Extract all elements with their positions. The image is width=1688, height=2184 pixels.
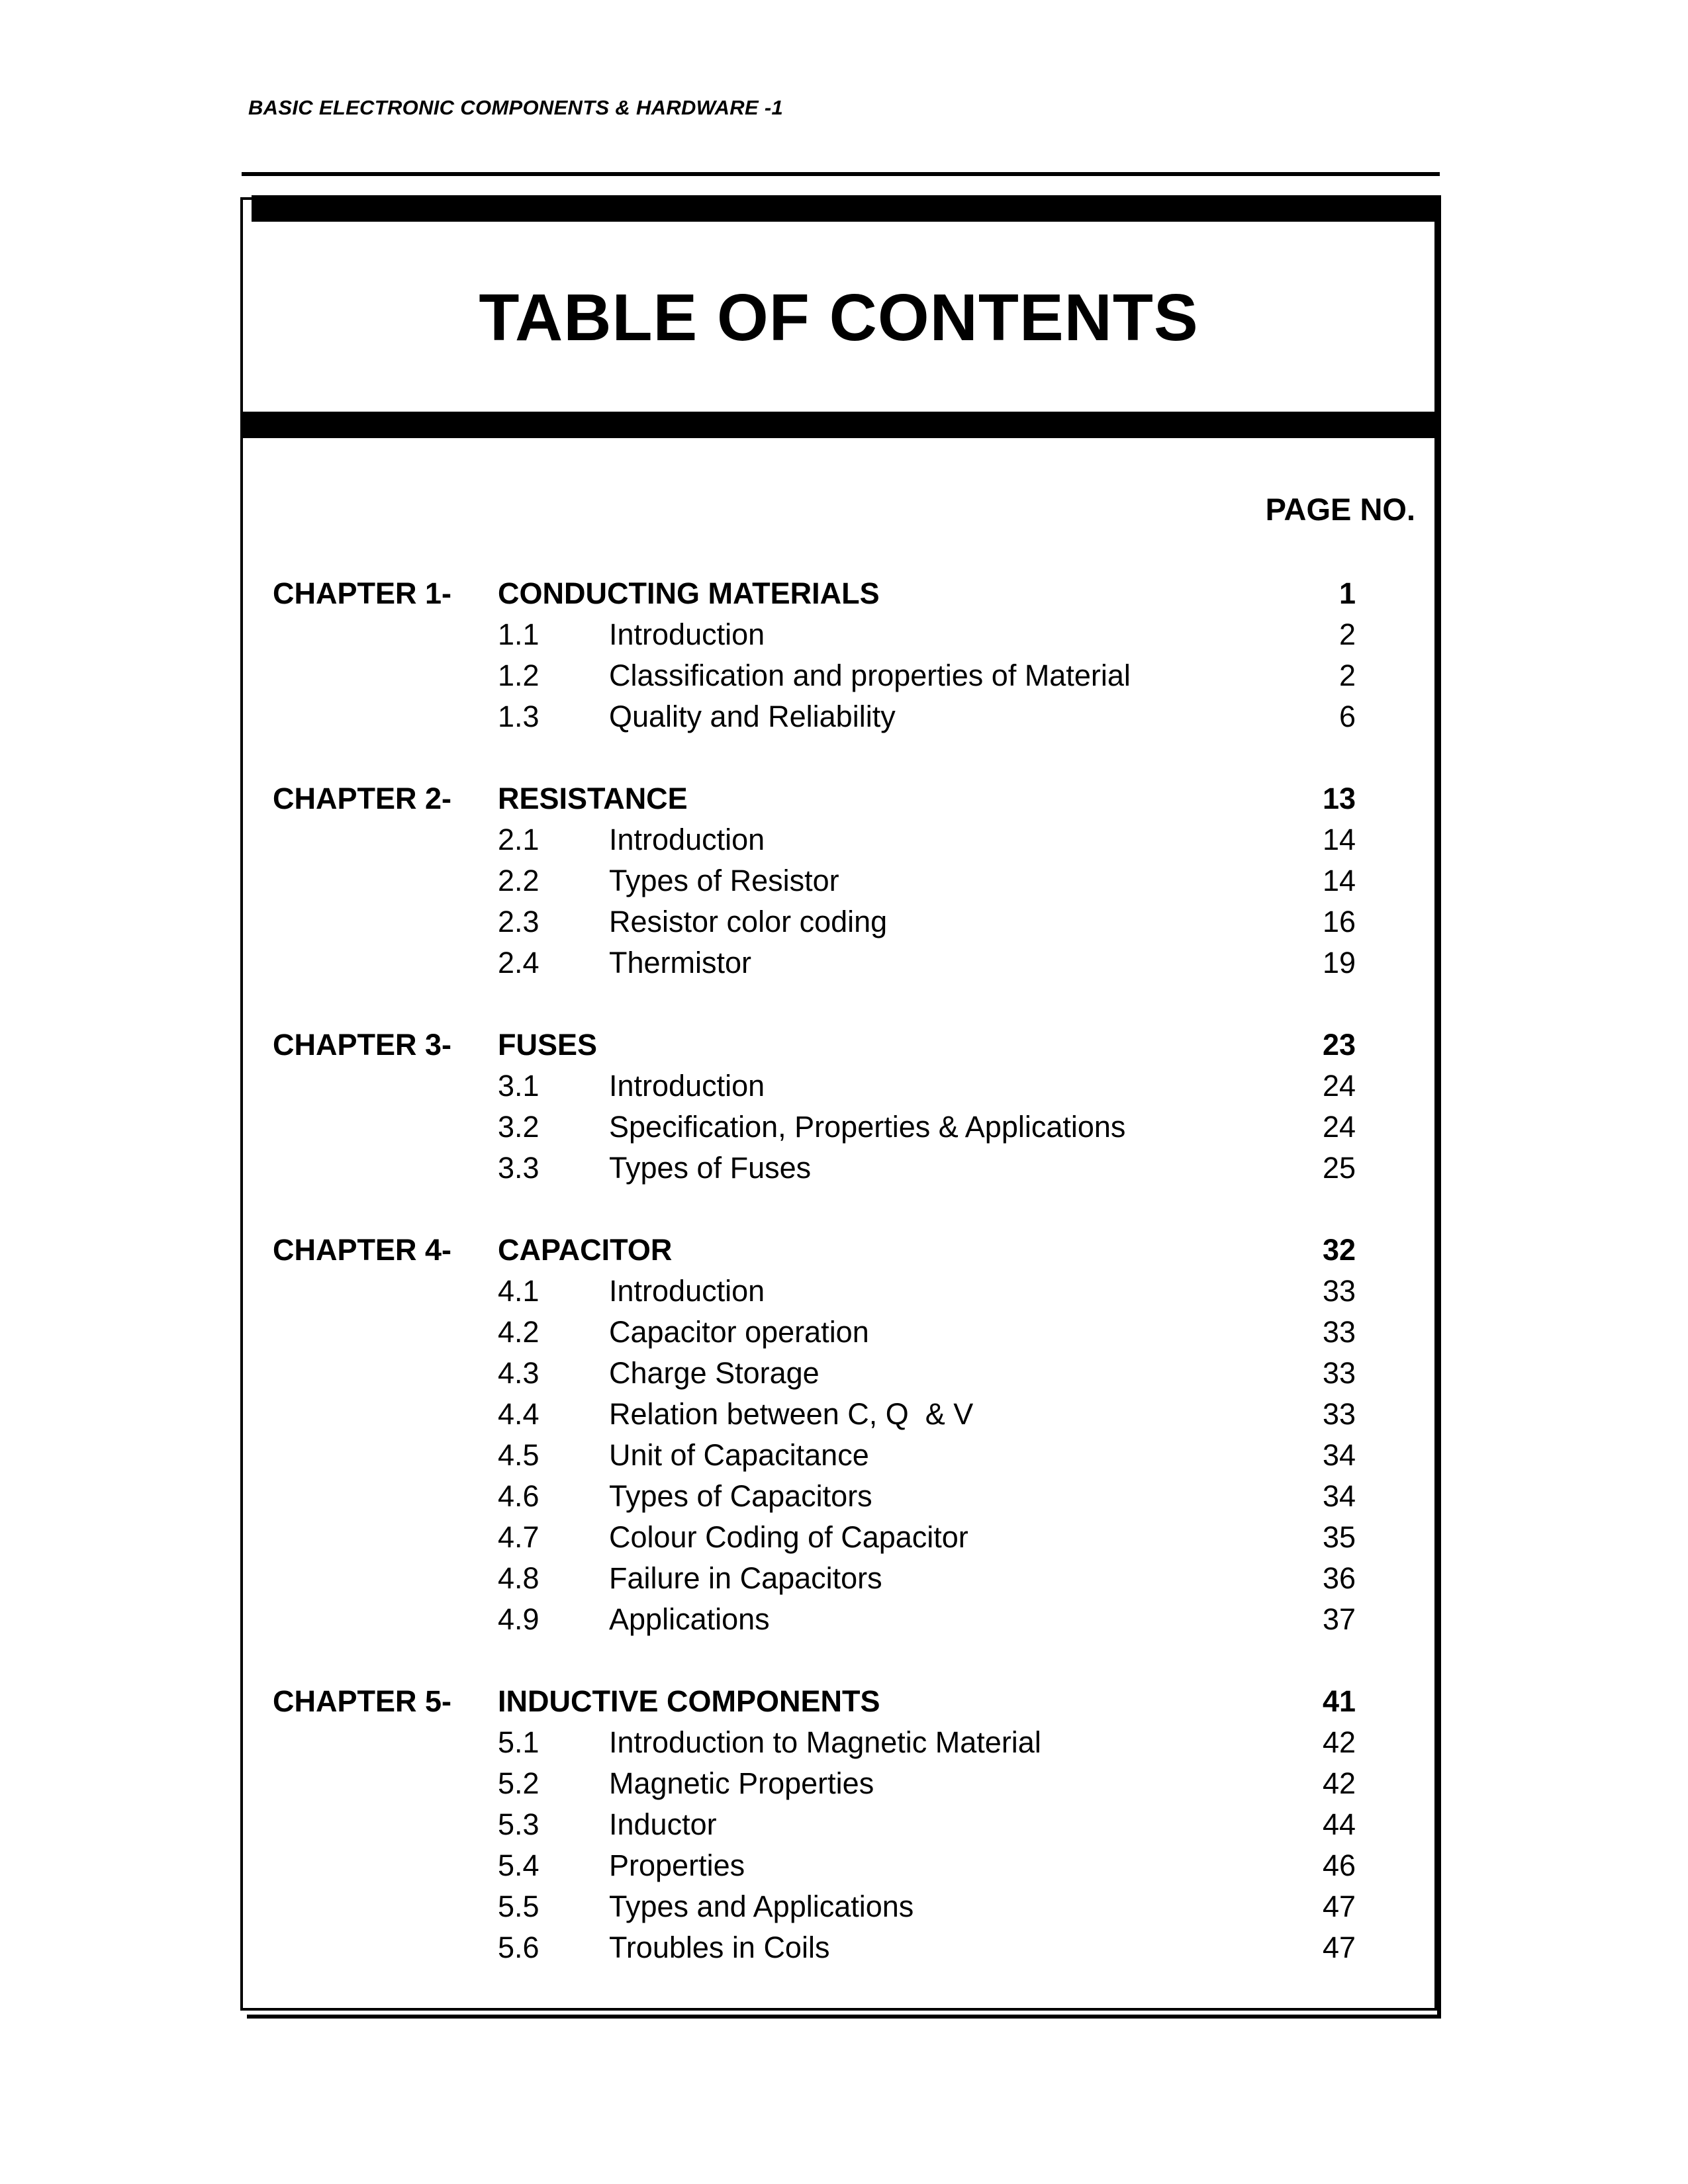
chapter-page: 13 — [1322, 782, 1356, 815]
section-page: 37 — [1322, 1602, 1356, 1636]
chapter-row — [0, 573, 1688, 614]
chapter-title: CONDUCTING MATERIALS — [498, 576, 880, 610]
section-number: 1.1 — [498, 617, 539, 651]
section-row — [0, 901, 1688, 942]
section-page: 14 — [1322, 864, 1356, 897]
section-title: Introduction to Magnetic Material — [609, 1725, 1041, 1759]
section-number: 3.2 — [498, 1110, 539, 1144]
chapter-title: INDUCTIVE COMPONENTS — [498, 1684, 880, 1718]
chapter-row — [0, 1230, 1688, 1271]
title-bar-top — [252, 195, 1441, 222]
section-number: 2.3 — [498, 905, 539, 938]
section-page: 46 — [1322, 1848, 1356, 1882]
section-title: Inductor — [609, 1807, 717, 1841]
section-row — [0, 1804, 1688, 1845]
section-page: 33 — [1322, 1315, 1356, 1349]
section-row — [0, 1107, 1688, 1148]
section-title: Colour Coding of Capacitor — [609, 1520, 968, 1554]
section-row — [0, 1353, 1688, 1394]
section-page: 24 — [1322, 1069, 1356, 1103]
section-page: 33 — [1322, 1356, 1356, 1390]
section-page: 42 — [1322, 1766, 1356, 1800]
section-number: 4.9 — [498, 1602, 539, 1636]
section-number: 5.6 — [498, 1931, 539, 1964]
chapter-title: FUSES — [498, 1028, 598, 1062]
section-row — [0, 1558, 1688, 1599]
section-title: Troubles in Coils — [609, 1931, 830, 1964]
section-number: 5.1 — [498, 1725, 539, 1759]
section-number: 2.2 — [498, 864, 539, 897]
section-number: 3.3 — [498, 1151, 539, 1185]
section-title: Magnetic Properties — [609, 1766, 874, 1800]
section-title: Types of Resistor — [609, 864, 839, 897]
chapter-label: CHAPTER 2- — [273, 782, 452, 815]
section-row — [0, 1476, 1688, 1517]
section-row — [0, 655, 1688, 696]
section-title: Types of Capacitors — [609, 1479, 872, 1513]
section-page: 19 — [1322, 946, 1356, 979]
section-row — [0, 1148, 1688, 1189]
section-page: 35 — [1322, 1520, 1356, 1554]
page-no-label: PAGE NO. — [1265, 492, 1415, 527]
section-title: Types of Fuses — [609, 1151, 812, 1185]
section-title: Introduction — [609, 823, 765, 856]
section-row — [0, 1435, 1688, 1476]
section-title: Charge Storage — [609, 1356, 820, 1390]
section-title: Types and Applications — [609, 1889, 914, 1923]
section-row — [0, 1066, 1688, 1107]
box-shadow-bottom — [247, 2015, 1441, 2019]
section-row — [0, 1886, 1688, 1927]
section-row — [0, 1927, 1688, 1968]
chapter-row — [0, 1681, 1688, 1722]
section-page: 33 — [1322, 1274, 1356, 1308]
section-title: Applications — [609, 1602, 770, 1636]
chapter-label: CHAPTER 1- — [273, 576, 452, 610]
title-bar-bottom — [240, 412, 1441, 438]
section-page: 24 — [1322, 1110, 1356, 1144]
chapter-page: 32 — [1322, 1233, 1356, 1267]
section-page: 44 — [1322, 1807, 1356, 1841]
section-row — [0, 1763, 1688, 1804]
section-page: 36 — [1322, 1561, 1356, 1595]
section-number: 4.2 — [498, 1315, 539, 1349]
section-page: 25 — [1322, 1151, 1356, 1185]
section-row — [0, 942, 1688, 983]
chapter-title: CAPACITOR — [498, 1233, 673, 1267]
section-row — [0, 1394, 1688, 1435]
section-number: 4.3 — [498, 1356, 539, 1390]
section-page: 6 — [1338, 700, 1356, 733]
section-title: Capacitor operation — [609, 1315, 869, 1349]
section-page: 16 — [1322, 905, 1356, 938]
chapter-page: 1 — [1338, 576, 1356, 610]
section-page: 2 — [1338, 617, 1356, 651]
section-row — [0, 1599, 1688, 1640]
section-page: 14 — [1322, 823, 1356, 856]
section-number: 4.7 — [498, 1520, 539, 1554]
section-number: 5.3 — [498, 1807, 539, 1841]
section-number: 4.8 — [498, 1561, 539, 1595]
chapter-row — [0, 1024, 1688, 1066]
section-number: 5.2 — [498, 1766, 539, 1800]
chapter-page: 23 — [1322, 1028, 1356, 1062]
chapter-label: CHAPTER 4- — [273, 1233, 452, 1267]
page-title: TABLE OF CONTENTS — [479, 281, 1199, 355]
section-number: 5.4 — [498, 1848, 539, 1882]
chapter-title: RESISTANCE — [498, 782, 688, 815]
section-row — [0, 1517, 1688, 1558]
section-row — [0, 1845, 1688, 1886]
section-row — [0, 614, 1688, 655]
section-number: 4.5 — [498, 1438, 539, 1472]
chapter-label: CHAPTER 3- — [273, 1028, 452, 1062]
running-header: BASIC ELECTRONIC COMPONENTS & HARDWARE -1 — [248, 96, 783, 119]
section-page: 33 — [1322, 1397, 1356, 1431]
section-title: Properties — [609, 1848, 745, 1882]
section-title: Failure in Capacitors — [609, 1561, 882, 1595]
section-number: 4.4 — [498, 1397, 539, 1431]
section-number: 3.1 — [498, 1069, 539, 1103]
section-row — [0, 1312, 1688, 1353]
section-title: Introduction — [609, 1069, 765, 1103]
section-number: 4.1 — [498, 1274, 539, 1308]
section-title: Resistor color coding — [609, 905, 888, 938]
section-number: 4.6 — [498, 1479, 539, 1513]
section-number: 5.5 — [498, 1889, 539, 1923]
section-title: Classification and properties of Material — [609, 659, 1131, 692]
header-rule — [242, 172, 1440, 176]
section-page: 34 — [1322, 1479, 1356, 1513]
section-number: 1.3 — [498, 700, 539, 733]
section-page: 47 — [1322, 1889, 1356, 1923]
section-page: 2 — [1338, 659, 1356, 692]
section-page: 47 — [1322, 1931, 1356, 1964]
section-row — [0, 819, 1688, 860]
chapter-page: 41 — [1322, 1684, 1356, 1718]
section-title: Relation between C, Q & V — [609, 1397, 974, 1431]
section-row — [0, 1271, 1688, 1312]
section-title: Introduction — [609, 617, 765, 651]
chapter-label: CHAPTER 5- — [273, 1684, 452, 1718]
section-row — [0, 696, 1688, 737]
section-row — [0, 1722, 1688, 1763]
section-number: 2.1 — [498, 823, 539, 856]
section-page: 42 — [1322, 1725, 1356, 1759]
section-title: Unit of Capacitance — [609, 1438, 869, 1472]
section-page: 34 — [1322, 1438, 1356, 1472]
section-row — [0, 860, 1688, 901]
section-title: Specification, Properties & Applications — [609, 1110, 1126, 1144]
section-number: 1.2 — [498, 659, 539, 692]
chapter-row — [0, 778, 1688, 819]
section-number: 2.4 — [498, 946, 539, 979]
section-title: Thermistor — [609, 946, 752, 979]
section-title: Introduction — [609, 1274, 765, 1308]
section-title: Quality and Reliability — [609, 700, 896, 733]
